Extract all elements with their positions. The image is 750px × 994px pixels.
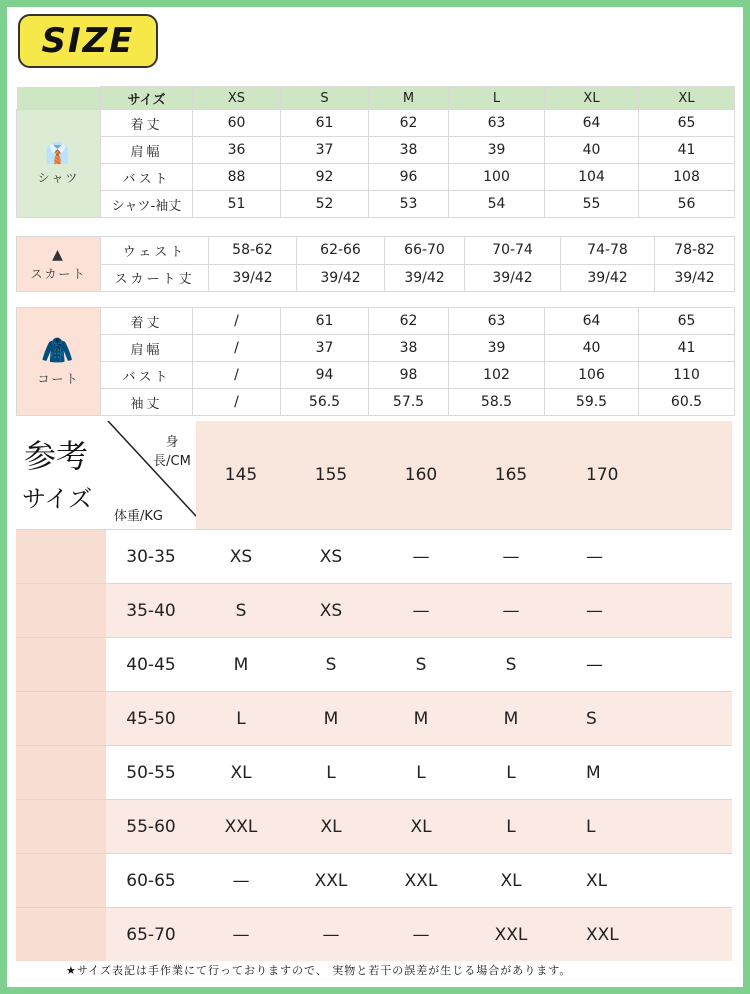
size-cell: — bbox=[556, 530, 732, 584]
cell: 108 bbox=[639, 164, 735, 191]
size-cell: L bbox=[556, 800, 732, 854]
size-cell: XL bbox=[376, 800, 466, 854]
row-label: 肩幅 bbox=[101, 137, 193, 164]
size-cell: L bbox=[466, 800, 556, 854]
size-cell: XL bbox=[196, 746, 286, 800]
cell: 38 bbox=[369, 335, 449, 362]
row-spacer bbox=[16, 692, 106, 746]
weight-cell: 35-40 bbox=[106, 584, 196, 638]
reference-title: 参考 bbox=[24, 437, 89, 475]
cell: 36 bbox=[193, 137, 281, 164]
row-spacer bbox=[16, 746, 106, 800]
coat-table bbox=[16, 307, 735, 416]
row-spacer bbox=[16, 854, 106, 908]
cell: 96 bbox=[369, 164, 449, 191]
size-cell: XXL bbox=[286, 854, 376, 908]
size-cell: XL bbox=[466, 854, 556, 908]
row-label: 肩幅 bbox=[101, 335, 193, 362]
cell: 40 bbox=[545, 335, 639, 362]
table-row bbox=[16, 692, 732, 746]
size-cell: — bbox=[466, 584, 556, 638]
row-spacer bbox=[16, 908, 106, 962]
shirt-category: 👔 シャツ bbox=[17, 110, 101, 218]
size-cell: M bbox=[286, 692, 376, 746]
row-label: 袖丈 bbox=[101, 389, 193, 416]
row-label: ウェスト bbox=[101, 237, 209, 265]
cell: 65 bbox=[639, 308, 735, 335]
cell: 65 bbox=[639, 110, 735, 137]
cell: 66-70 bbox=[385, 237, 465, 265]
shirt-table bbox=[16, 86, 735, 218]
size-cell: M bbox=[556, 746, 732, 800]
cell: 58-62 bbox=[209, 237, 297, 265]
size-cell: XL bbox=[556, 854, 732, 908]
weight-cell: 60-65 bbox=[106, 854, 196, 908]
cell: 56.5 bbox=[281, 389, 369, 416]
size-cell: — bbox=[556, 638, 732, 692]
size-cell: — bbox=[196, 854, 286, 908]
row-label: バスト bbox=[101, 362, 193, 389]
row-label: シャツ-袖丈 bbox=[101, 191, 193, 218]
size-cell: — bbox=[556, 584, 732, 638]
cell: 62 bbox=[369, 308, 449, 335]
cell: 64 bbox=[545, 308, 639, 335]
cell: 94 bbox=[281, 362, 369, 389]
size-col: XS bbox=[193, 87, 281, 110]
jacket-icon: 🧥 bbox=[41, 336, 76, 366]
row-spacer bbox=[16, 800, 106, 854]
size-cell: L bbox=[286, 746, 376, 800]
cell: 54 bbox=[449, 191, 545, 218]
cell: 61 bbox=[281, 110, 369, 137]
size-cell: — bbox=[286, 908, 376, 962]
size-col: XL bbox=[545, 87, 639, 110]
size-cell: S bbox=[376, 638, 466, 692]
cell: 60.5 bbox=[639, 389, 735, 416]
cell: 39/42 bbox=[209, 264, 297, 292]
weight-cell: 55-60 bbox=[106, 800, 196, 854]
row-label: スカート丈 bbox=[101, 264, 209, 292]
height-col: 165 bbox=[466, 421, 556, 530]
shirt-icon: 👔 bbox=[45, 141, 72, 165]
size-cell: XXL bbox=[376, 854, 466, 908]
cell: 74-78 bbox=[561, 237, 655, 265]
cell: 92 bbox=[281, 164, 369, 191]
size-cell: XS bbox=[286, 584, 376, 638]
cell: 39/42 bbox=[465, 264, 561, 292]
height-col: 155 bbox=[286, 421, 376, 530]
weight-cell: 65-70 bbox=[106, 908, 196, 962]
cell: 60 bbox=[193, 110, 281, 137]
cell: 40 bbox=[545, 137, 639, 164]
size-col: M bbox=[369, 87, 449, 110]
cell: 38 bbox=[369, 137, 449, 164]
height-col: 170 bbox=[556, 421, 732, 530]
size-col: S bbox=[281, 87, 369, 110]
size-cell: — bbox=[376, 908, 466, 962]
table-row bbox=[16, 746, 732, 800]
size-cell: XXL bbox=[556, 908, 732, 962]
height-col: 145 bbox=[196, 421, 286, 530]
size-header-row bbox=[17, 87, 735, 110]
cell: 39 bbox=[449, 137, 545, 164]
size-cell: — bbox=[196, 908, 286, 962]
cell: 98 bbox=[369, 362, 449, 389]
skirt-table bbox=[16, 236, 735, 292]
cell: 100 bbox=[449, 164, 545, 191]
height-label: 身長/CM bbox=[153, 435, 191, 469]
cell: 110 bbox=[639, 362, 735, 389]
table-row bbox=[16, 584, 732, 638]
row-spacer bbox=[16, 530, 106, 584]
cell: 59.5 bbox=[545, 389, 639, 416]
cell: 106 bbox=[545, 362, 639, 389]
row-spacer bbox=[16, 638, 106, 692]
size-cell: — bbox=[376, 584, 466, 638]
table-row bbox=[16, 638, 732, 692]
cell: 57.5 bbox=[369, 389, 449, 416]
size-cell: S bbox=[196, 584, 286, 638]
size-cell: XS bbox=[196, 530, 286, 584]
cell: / bbox=[193, 308, 281, 335]
cell: 62 bbox=[369, 110, 449, 137]
cell: 78-82 bbox=[655, 237, 735, 265]
cell: 53 bbox=[369, 191, 449, 218]
cell: / bbox=[193, 389, 281, 416]
height-col: 160 bbox=[376, 421, 466, 530]
size-cell: XL bbox=[286, 800, 376, 854]
cell: 104 bbox=[545, 164, 639, 191]
size-cell: M bbox=[376, 692, 466, 746]
table-row bbox=[16, 908, 732, 962]
weight-cell: 40-45 bbox=[106, 638, 196, 692]
cell: 37 bbox=[281, 137, 369, 164]
cell: 39/42 bbox=[385, 264, 465, 292]
cell: / bbox=[193, 362, 281, 389]
cell: 63 bbox=[449, 308, 545, 335]
cell: 61 bbox=[281, 308, 369, 335]
size-cell: S bbox=[466, 638, 556, 692]
footnote: ★サイズ表記は手作業にて行っておりますので、 実物と若干の誤差が生じる場合があります。 bbox=[66, 964, 572, 977]
weight-label: 体重/KG bbox=[114, 509, 163, 524]
row-label: 着丈 bbox=[101, 110, 193, 137]
size-cell: XXL bbox=[196, 800, 286, 854]
cell: 56 bbox=[639, 191, 735, 218]
reference-table bbox=[16, 421, 732, 961]
reference-corner bbox=[16, 421, 196, 530]
cell: 51 bbox=[193, 191, 281, 218]
size-cell: M bbox=[196, 638, 286, 692]
cell: 70-74 bbox=[465, 237, 561, 265]
size-badge: SIZE bbox=[18, 14, 158, 68]
cell: 37 bbox=[281, 335, 369, 362]
cell: 62-66 bbox=[297, 237, 385, 265]
size-cell: XS bbox=[286, 530, 376, 584]
size-cell: S bbox=[286, 638, 376, 692]
cell: 63 bbox=[449, 110, 545, 137]
cell: 41 bbox=[639, 335, 735, 362]
cell: 88 bbox=[193, 164, 281, 191]
size-cell: — bbox=[376, 530, 466, 584]
size-cell: L bbox=[466, 746, 556, 800]
size-col: XL bbox=[639, 87, 735, 110]
weight-cell: 50-55 bbox=[106, 746, 196, 800]
cell: 102 bbox=[449, 362, 545, 389]
cell: 39/42 bbox=[561, 264, 655, 292]
skirt-icon: ▲ bbox=[52, 246, 65, 263]
cell: 39/42 bbox=[297, 264, 385, 292]
size-header-label: サイズ bbox=[101, 87, 193, 110]
size-cell: L bbox=[196, 692, 286, 746]
cell: / bbox=[193, 335, 281, 362]
size-cell: — bbox=[466, 530, 556, 584]
coat-category: 🧥 コート bbox=[17, 308, 101, 416]
weight-cell: 30-35 bbox=[106, 530, 196, 584]
row-label: 着丈 bbox=[101, 308, 193, 335]
skirt-category: ▲ スカート bbox=[17, 237, 101, 292]
table-row bbox=[16, 530, 732, 584]
cell: 55 bbox=[545, 191, 639, 218]
size-cell: M bbox=[466, 692, 556, 746]
reference-subtitle: サイズ bbox=[22, 485, 93, 513]
table-row bbox=[16, 800, 732, 854]
cell: 64 bbox=[545, 110, 639, 137]
cell: 41 bbox=[639, 137, 735, 164]
cell: 52 bbox=[281, 191, 369, 218]
size-cell: S bbox=[556, 692, 732, 746]
row-spacer bbox=[16, 584, 106, 638]
table-row bbox=[16, 854, 732, 908]
weight-cell: 45-50 bbox=[106, 692, 196, 746]
cell: 58.5 bbox=[449, 389, 545, 416]
cell: 39 bbox=[449, 335, 545, 362]
row-label: バスト bbox=[101, 164, 193, 191]
size-col: L bbox=[449, 87, 545, 110]
size-cell: L bbox=[376, 746, 466, 800]
size-cell: XXL bbox=[466, 908, 556, 962]
cell: 39/42 bbox=[655, 264, 735, 292]
